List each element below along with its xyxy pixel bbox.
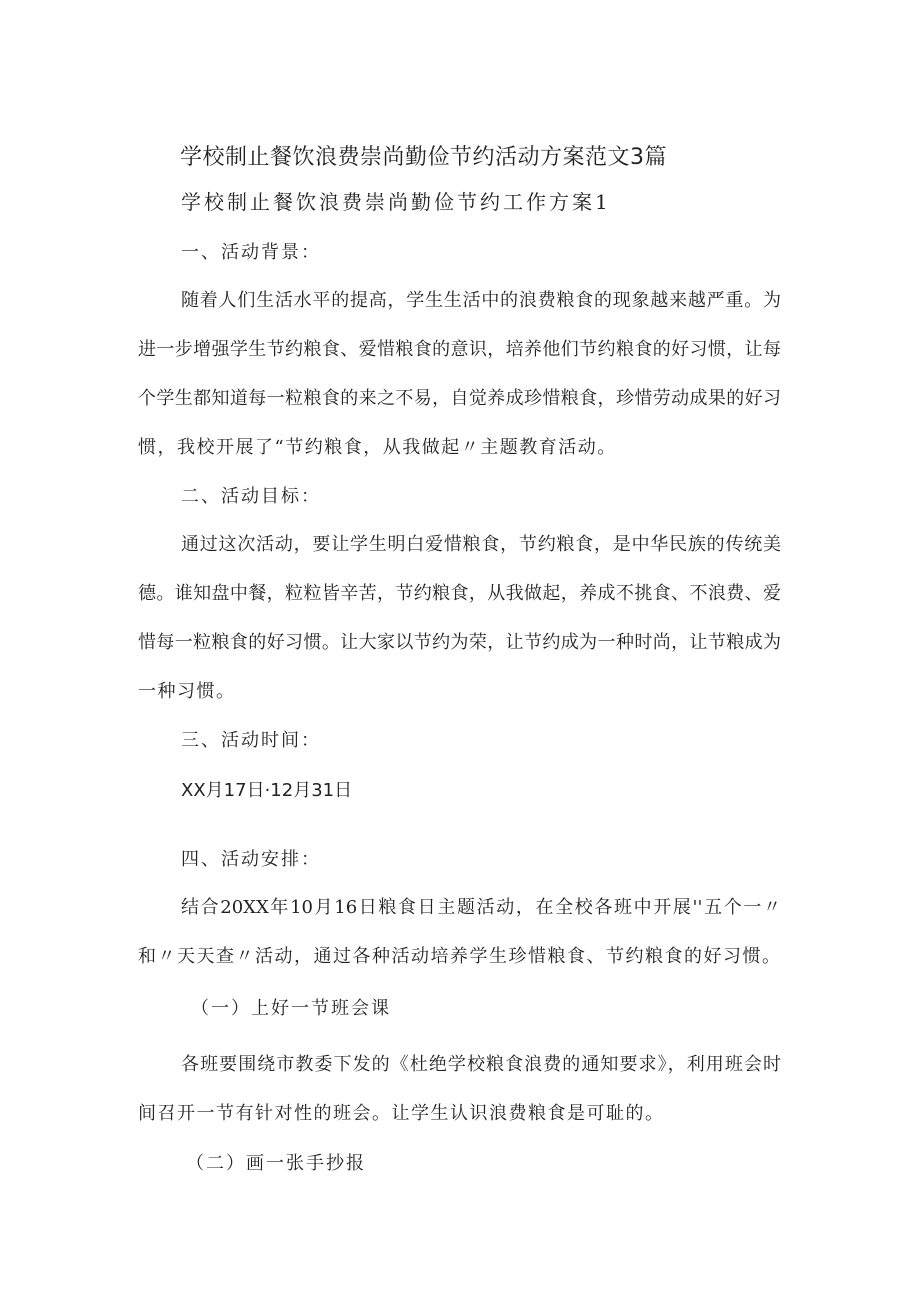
subsection-heading-class-meeting: （一）上好一节班会课 xyxy=(191,998,391,1019)
document-title: 学校制止餐饮浪费崇尚勤俭节约活动方案范文3篇 xyxy=(180,145,667,170)
paragraph-line: 通过这次活动，要让学生明白爱惜粮食，节约粮食，是中华民族的传统美 xyxy=(181,534,781,555)
section-heading-background: 一、活动背景： xyxy=(181,242,321,263)
paragraph-line: 惜每一粒粮食的好习惯。让大家以节约为荣，让节约成为一种时尚，让节粮成为 xyxy=(138,632,781,653)
document-subtitle: 学校制止餐饮浪费崇尚勤俭节约工作方案1 xyxy=(181,190,611,214)
paragraph-line: 结合20XX年10月16日粮食日主题活动，在全校各班中开展''五个一〃 xyxy=(181,897,781,918)
paragraph-line: 个学生都知道每一粒粮食的来之不易，自觉养成珍惜粮食，珍惜劳动成果的好习 xyxy=(138,388,781,409)
section-heading-arrangement: 四、活动安排： xyxy=(181,849,321,870)
paragraph-line: 间召开一节有针对性的班会。让学生认识浪费粮食是可耻的。 xyxy=(138,1103,665,1124)
paragraph-line: 一种习惯。 xyxy=(138,681,236,702)
activity-date: XX月17日·12月31日 xyxy=(181,780,353,801)
paragraph-line: 各班要围绕市教委下发的《杜绝学校粮食浪费的通知要求》，利用班会时 xyxy=(181,1054,781,1075)
paragraph-line: 和〃天天查〃活动，通过各种活动培养学生珍惜粮食、节约粮食的好习惯。 xyxy=(138,946,782,967)
paragraph-line: 德。谁知盘中餐，粒粒皆辛苦，节约粮食，从我做起，养成不挑食、不浪费、爱 xyxy=(138,583,781,604)
section-heading-time: 三、活动时间： xyxy=(181,730,321,751)
subsection-heading-poster: （二）画一张手抄报 xyxy=(186,1153,366,1174)
paragraph-line: 惯，我校开展了“节约粮食，从我做起〃主题教育活动。 xyxy=(138,437,617,458)
section-heading-goals: 二、活动目标： xyxy=(181,486,321,507)
paragraph-line: 进一步增强学生节约粮食、爱惜粮食的意识，培养他们节约粮食的好习惯，让每 xyxy=(138,339,781,360)
paragraph-line: 随着人们生活水平的提高，学生生活中的浪费粮食的现象越来越严重。为 xyxy=(181,290,781,311)
